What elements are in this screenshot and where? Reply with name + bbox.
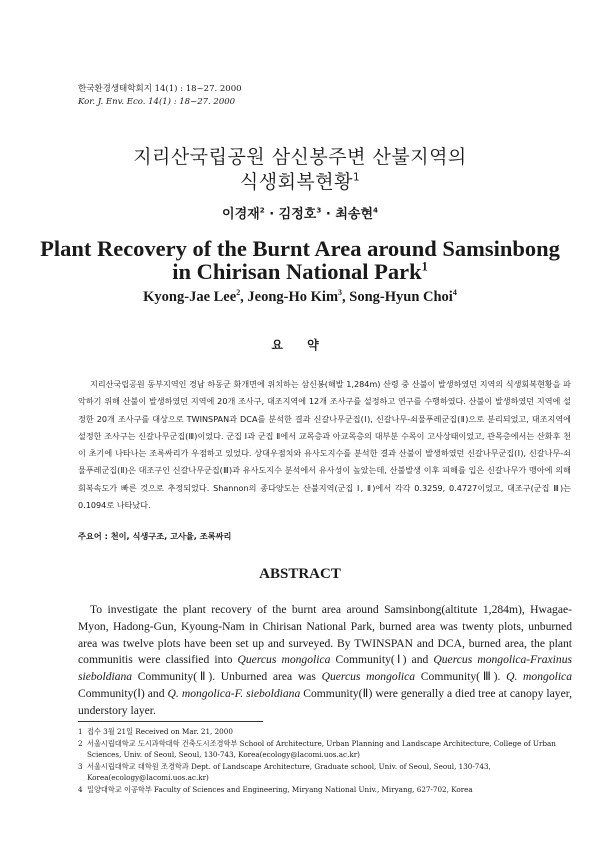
footnote-divider: [78, 721, 263, 722]
english-title-footnote-mark: 1: [421, 259, 428, 274]
abstract-text: Community(Ⅱ). Unburned area was: [132, 670, 322, 684]
footnote-text: 서울시립대학교 대학원 조경학과 Dept. of Landscape Architecture, Graduate school, Univ. of Seoul, Seoul, 130-743, Korea(ecology@lacomi.uos.ac.kr): [87, 761, 491, 783]
author-kr-separator: ·: [264, 207, 279, 222]
footnote-text: 접수 3월 21일 Received on Mar. 21, 2000: [87, 727, 233, 736]
author-kr-1: 이경재: [222, 207, 260, 222]
footnote-number: 1: [78, 727, 83, 736]
footnote-2: [78, 738, 574, 761]
english-authors: [0, 289, 600, 306]
korean-abstract-heading: 요 약: [271, 338, 329, 352]
english-title-text: in Chirisan National Park: [172, 259, 422, 284]
korean-title-text: 식생회복현황: [239, 171, 353, 193]
korean-authors: [0, 203, 600, 222]
species-name: Quercus mongolica: [237, 653, 331, 667]
footnote-1: [78, 726, 574, 738]
footnote-text: 서울시립대학교 도시과학대학 건축도시조경학부 School of Architecture, Urban Planning and Landscape Architecture, College of Urban Sciences, Univ. of Seoul, Seoul, 130-743, Korea(ecology@lacomi.uos.ac.kr): [87, 738, 556, 760]
species-name: Quercus mongolica-Fraxinus sieboldiana: [78, 653, 573, 684]
author-en-3: Song-Hyun Choi: [349, 289, 453, 305]
species-name: Quercus mongolica: [321, 670, 416, 684]
author-en-separator: ,: [342, 289, 350, 305]
author-kr-separator: ·: [321, 207, 336, 222]
species-name: Q. mongolica-F. sieboldiana: [167, 686, 301, 700]
korean-title-line2: [0, 170, 600, 194]
footnote-4: [78, 784, 574, 796]
abstract-text: To investigate the plant recovery of the burnt area around Samsinbong(altitute 1,284m), Hwagae-Myon, Hadong-Gun, Kyoung-Nam in Chirisan National Park, burned area was twenty plots, unburned area was twelve plots have been set up and surveyed. By TWINSPAN and DCA, burned area, the plant communitis were classified into: [78, 603, 572, 667]
korean-keywords: 주요어 : 천이, 식생구조, 고사율, 조록싸리: [78, 531, 232, 541]
korean-title-footnote-mark: 1: [352, 171, 361, 184]
author-en-2-mark: 3: [338, 288, 343, 298]
footnote-number: 3: [78, 761, 83, 771]
korean-abstract-body: 지리산국립공원 동부지역인 경남 하동군 화개면에 위치하는 삼신봉(해발 1,284m) 산령 중 산불이 발생하였던 지역의 식생회복현황을 파악하기 위해 산불이 발생하였던 지역에 20개 조사구, 대조지역에 12개 조사구를 설정하고 연구를 수행하였다. 산불이 발생하였던 지역에 설정한 20개 조사구를 대상으로 TWINSPAN과 DCA를 분석한 결과 신갈나무군집(Ⅰ), 신갈나무-쇠물푸레군집(Ⅱ)으로 분리되었고, 대조지역에 설정한 조사구는 신갈나무군집(Ⅲ)이었다. 군집 Ⅰ과 군집 Ⅱ에서 교목층과 아교목층의 대부분 수목이 고사상태이었고, 관목층에서는 산화후 천이 초기에 나타나는 조록싸리가 우점하고 있었다. 상대우점치와 유사도지수를 분석한 결과 산불이 발생하였던 신갈나무군집(Ⅰ), 신갈나무-쇠물푸레군집(Ⅱ)은 대조구인 신갈나무군집(Ⅲ)과 유사도지수 분석에서 유사성이 높았는데, 산불발생 이후 피해를 입은 신갈나무가 맹아에 의해 회복속도가 빠른 것으로 추정되었다. Shannon의 종다양도는 산불지역(군집 Ⅰ, Ⅱ)에서 각각 0.3259, 0.4727이었고, 대조구(군집 Ⅲ)는 0.1094로 나타났다.: [78, 379, 571, 511]
author-kr-2: 김정호: [278, 207, 317, 222]
english-title-line2: [0, 259, 600, 285]
footnote-3: [78, 761, 574, 784]
author-kr-3-mark: 4: [373, 205, 378, 215]
author-en-separator: ,: [240, 289, 248, 305]
author-en-2: Jeong-Ho Kim: [247, 289, 339, 305]
abstract-text: Community(Ⅰ) and: [330, 653, 434, 667]
abstract-text: Community(Ⅰ) and: [78, 686, 168, 700]
author-en-3-mark: 4: [452, 288, 457, 298]
footnote-number: 4: [78, 784, 83, 794]
journal-reference-en: Kor. J. Env. Eco. 14(1) : 18~27. 2000: [78, 97, 236, 107]
footnote-text: 밀양대학교 이공학부 Faculty of Sciences and Engineering, Miryang National Univ., Miryang, 627-702, Korea: [87, 784, 473, 794]
abstract-text: Community(Ⅱ) were generally a died tree at canopy layer, understory layer.: [78, 686, 573, 717]
korean-title-line1: 지리산국립공원 삼신봉주변 산불지역의: [133, 146, 467, 168]
abstract-text: Community(Ⅲ).: [415, 670, 507, 684]
author-kr-2-mark: 3: [316, 205, 322, 215]
journal-reference-kr: 한국환경생태학회지 14(1) : 18~27. 2000: [78, 84, 242, 94]
author-kr-3: 최송현: [335, 207, 374, 222]
author-en-1: Kyong-Jae Lee: [143, 289, 237, 305]
english-title-line1: Plant Recovery of the Burnt Area around Samsinbong: [40, 236, 560, 261]
footnote-number: 2: [78, 738, 83, 748]
footnotes: [78, 726, 574, 796]
author-en-1-mark: 2: [236, 288, 241, 298]
species-name: Q. mongolica: [506, 670, 573, 684]
author-kr-1-mark: 2: [259, 205, 265, 215]
english-abstract-body: [78, 602, 572, 720]
english-abstract-heading: ABSTRACT: [259, 566, 341, 582]
